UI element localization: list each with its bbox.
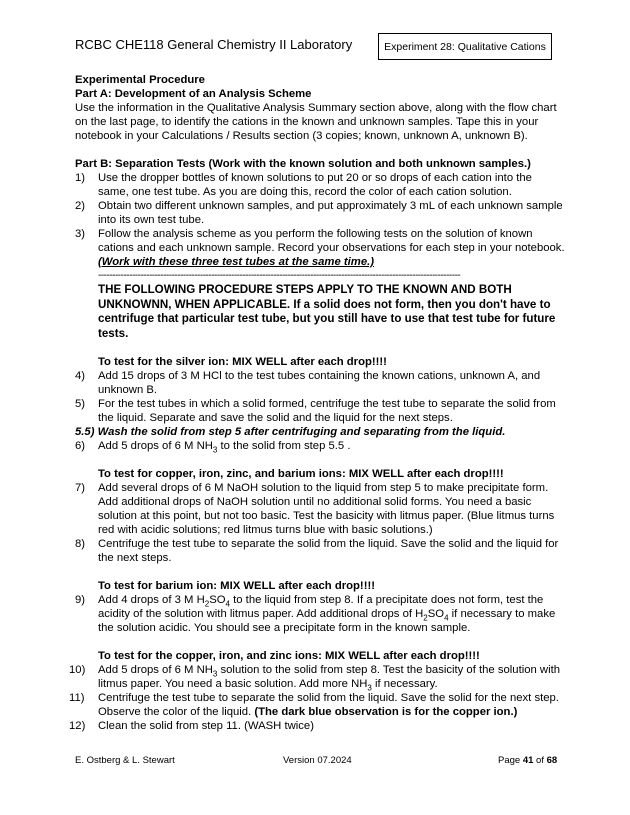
- step-11: [69, 691, 565, 719]
- step-text: SO: [209, 594, 226, 606]
- step-text: Centrifuge the test tube to separate the solid from the liquid. Save the solid for the next step. Observe the color of the liquid.: [98, 692, 559, 718]
- step-4: [75, 369, 565, 397]
- step-5-5: 5.5) Wash the solid from step 5 after centrifuging and separating from the liquid.: [75, 426, 506, 438]
- step-number: 5): [75, 398, 86, 410]
- footer-page: [498, 754, 557, 768]
- step-3: [75, 227, 565, 269]
- step-number: 3): [75, 228, 86, 240]
- step-6: [75, 439, 565, 453]
- step-1: [75, 171, 565, 199]
- footer-authors: E. Ostberg & L. Stewart: [75, 755, 175, 766]
- step-text: Add 5 drops of 6 M NH: [98, 440, 213, 452]
- page-label: Page: [498, 755, 523, 766]
- step-text: Clean the solid from step 11. (WASH twice): [98, 720, 314, 732]
- step-text: if necessary.: [371, 678, 438, 690]
- subscript: 3: [367, 683, 372, 693]
- barium-heading: To test for barium ion: MIX WELL after each drop!!!!: [98, 580, 375, 592]
- step-text: SO: [427, 608, 445, 620]
- part-a-text: Use the information in the Qualitative Analysis Summary section above, along with the flow chart on the last page, to identify the cations in the known and unknown samples. Tape this in your notebook in your Calculations / Results section (3 copies; known, unknown A, unknown B).: [75, 102, 557, 142]
- subscript: 4: [444, 613, 449, 623]
- step-number: 8): [75, 538, 86, 550]
- step-number: 1): [75, 172, 86, 184]
- step-number: 10): [69, 664, 86, 676]
- cu-fe-zn-heading: To test for the copper, iron, and zinc ions: MIX WELL after each drop!!!!: [98, 650, 480, 662]
- copper-group-heading: To test for copper, iron, zinc, and barium ions: MIX WELL after each drop!!!!: [98, 468, 504, 480]
- step-9: [75, 593, 565, 635]
- page-total: 68: [546, 755, 558, 766]
- step-number: 11): [69, 692, 85, 704]
- step-text: solution to the solid from step 8. Test the basicity of the solution with litmus paper. You need a basic solution. Add more NH: [98, 664, 561, 690]
- step-text: to the solid from step 5.5 .: [217, 440, 351, 452]
- silver-heading: To test for the silver ion: MIX WELL after each drop!!!!: [98, 356, 387, 368]
- step-5: [75, 397, 565, 425]
- step-2: [75, 199, 565, 227]
- subscript: 2: [204, 599, 210, 609]
- subscript: 3: [212, 669, 218, 679]
- step-text: Add 5 drops of 6 M NH: [98, 664, 213, 676]
- experiment-box: Experiment 28: Qualitative Cations: [378, 33, 552, 60]
- step-number: 6): [75, 440, 86, 452]
- step-text: Add 15 drops of 3 M HCl to the test tubes containing the known cations, unknown A, and unknown B.: [98, 370, 541, 396]
- page-of: of: [533, 755, 547, 766]
- step-text: to the liquid from step 8. If a precipitate does not form, test the acidity of the solution with litmus paper. Add additional drops of H: [98, 594, 544, 620]
- footer-version: Version 07.2024: [283, 755, 352, 766]
- part-a-heading: Part A: Development of an Analysis Scheme: [75, 88, 312, 100]
- step-text: Follow the analysis scheme as you perform the following tests on the solution of known cations and each unknown sample. Record your observations for each step in your notebook.: [98, 228, 565, 254]
- step-number: 4): [75, 370, 86, 382]
- step-text: Obtain two different unknown samples, and put approximately 3 mL of each unknown sample into its own test tube.: [98, 200, 563, 226]
- step-3-emphasis: (Work with these three test tubes at the same time.): [98, 256, 375, 268]
- step-number: 9): [75, 594, 86, 606]
- step-text: Use the dropper bottles of known solutions to put 20 or so drops of each cation into the same, one test tube. As you are doing this, record the color of each cation solution.: [98, 172, 532, 198]
- step-text: For the test tubes in which a solid formed, centrifuge the test tube to separate the solid from the liquid. Separate and save the solid and the liquid for the next steps.: [98, 398, 556, 424]
- step-text: Add 4 drops of 3 M H: [98, 594, 205, 606]
- step-11-emphasis: (The dark blue observation is for the copper ion.): [254, 706, 518, 718]
- step-10: [69, 663, 565, 693]
- page-number: 41: [522, 755, 534, 766]
- subscript: 4: [225, 599, 230, 609]
- part-b-heading: Part B: Separation Tests (Work with the known solution and both unknown samples.): [75, 158, 531, 170]
- warning-text: THE FOLLOWING PROCEDURE STEPS APPLY TO THE KNOWN AND BOTH UNKNOWNN, WHEN APPLICABLE. If a solid does not form, then you don't have to centrifuge that particular test tube, but you still have to use that test tube for future tests.: [98, 283, 556, 340]
- step-text: if necessary to make the solution acidic. You should see a precipitate form in the known sample.: [98, 608, 556, 634]
- subscript: 2: [423, 613, 428, 623]
- step-12: [69, 719, 565, 733]
- step-7: [75, 481, 565, 537]
- subscript: 3: [212, 445, 218, 455]
- step-number: 12): [69, 720, 86, 732]
- step-number: 2): [75, 200, 86, 212]
- step-number: 7): [75, 482, 86, 494]
- step-text: Centrifuge the test tube to separate the solid from the liquid. Save the solid and the liquid for the next steps.: [98, 538, 559, 564]
- header-title: RCBC CHE118 General Chemistry II Laboratory: [75, 37, 353, 52]
- divider: --------------------------------------------------------------------------------------------------------------------------------: [98, 270, 461, 281]
- procedure-heading: Experimental Procedure: [75, 74, 205, 86]
- page-content: [69, 73, 565, 733]
- step-8: [75, 537, 565, 565]
- step-text: Add several drops of 6 M NaOH solution to the liquid from step 5 to make precipitate form. Add additional drops of NaOH solution until no additional solid forms. You need a basic solution at this point, but not too basic. Test the basicity with litmus paper. (Blue litmus turns red with acidic solutions; red litmus turns blue with basic solutions.): [98, 482, 555, 536]
